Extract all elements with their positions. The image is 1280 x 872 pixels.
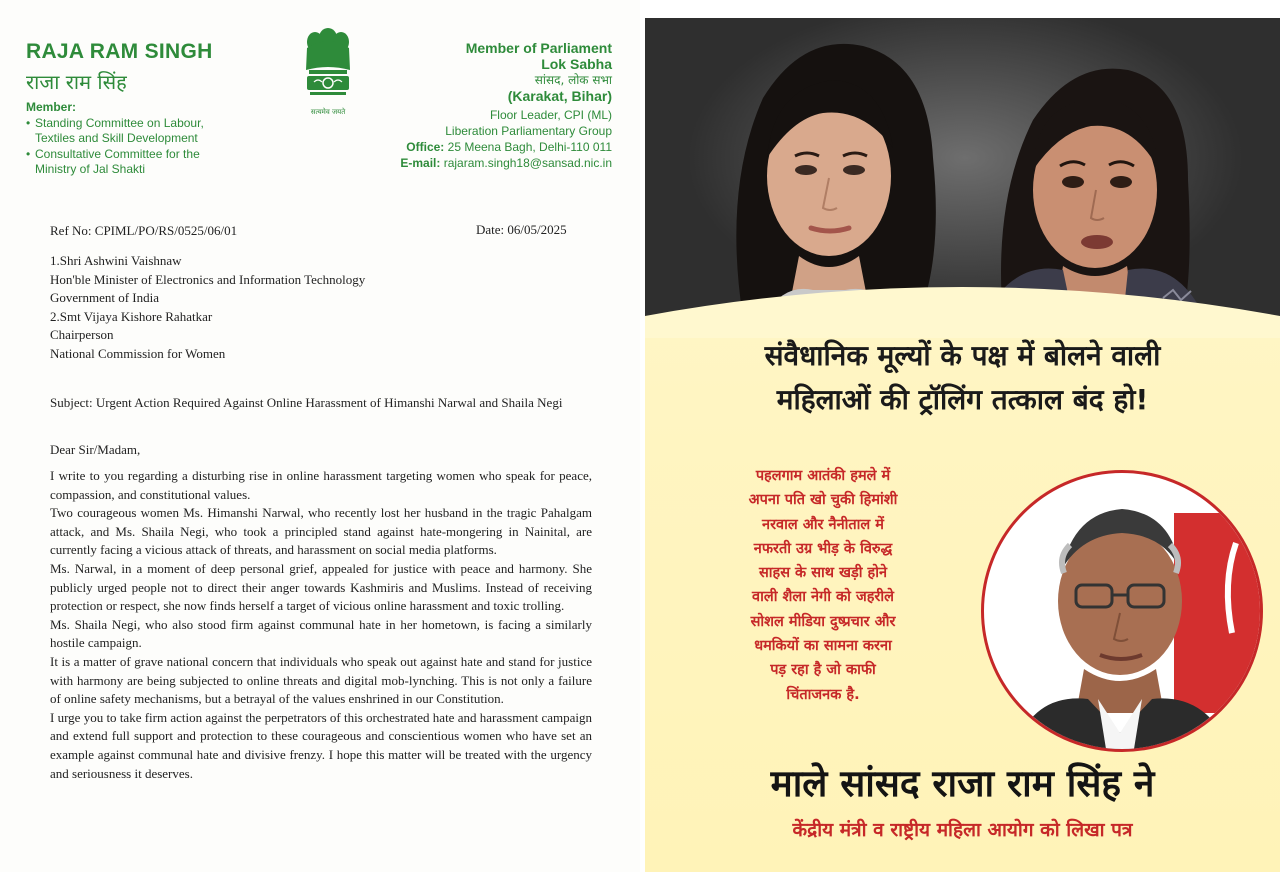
poster-image (645, 18, 1280, 872)
summary-line: पहलगाम आतंकी हमले में (755, 468, 891, 484)
letter-subject: Subject: Urgent Action Required Against Online Harassment of Himanshi Narwal and Shaila Negi (50, 395, 563, 410)
summary-line: धमकियों का सामना करना (754, 638, 892, 655)
parliamentary-group: Liberation Parliamentary Group (445, 124, 612, 138)
body-paragraph: I urge you to take firm action against the perpetrators of this orchestrated hate and harassment campaign and extend full support and protection to these courageous and conscientious women who have set an example against communal hate and divisive frenzy. I hope this matter will be treated with the urgency and seriousness it deserves. (50, 709, 592, 781)
body-paragraph: Ms. Narwal, in a moment of deep personal grief, appealed for justice with peace and harmony. She publicly urged people not to direct their anger towards Kashmiris and Muslims. Instead of receiving protection or respect, she now finds herself a target of vicious online harassment and toxic trolling. (50, 560, 592, 614)
addressee-line: Government of India (50, 290, 160, 306)
house-name: Lok Sabha (541, 56, 612, 72)
summary-line: नरवाल और नैनीताल में (762, 516, 884, 533)
email-address: E-mail: rajaram.singh18@sansad.nic.in (400, 156, 612, 170)
house-name-hindi: सांसद, लोक सभा (534, 73, 612, 87)
poster-summary (687, 464, 959, 707)
body-paragraph: Two courageous women Ms. Himanshi Narwal, who recently lost her husband in the tragic Pahalgam attack, and Ms. Shaila Negi, who took a principled stand against hate-mongering in Nainital, are currently facing a vicious attack of threats, and harassment on social media platforms. (50, 505, 592, 558)
summary-line: वाली शैला नेगी को जहरीले (752, 589, 894, 606)
floor-leader-role: Floor Leader, CPI (ML) (489, 108, 612, 122)
summary-line: नफरती उग्र भीड़ के विरुद्ध (753, 540, 893, 557)
body-paragraph: I write to you regarding a disturbing rise in online harassment targeting women who speak for peace, compassion, and constitutional values. (50, 468, 592, 502)
poster-bottom-title: माले सांसद राजा राम सिंह ने (770, 762, 1155, 805)
body-paragraph: Ms. Shaila Negi, who also stood firm against communal hate in her hometown, is facing a similarly hostile campaign. (50, 616, 592, 651)
headline-line: महिलाओं की ट्रॉलिंग तत्काल बंद हो! (776, 383, 1149, 416)
mp-portrait (981, 470, 1263, 752)
header-curve (645, 268, 1280, 338)
summary-line: पड़ रहा है जो काफी (770, 662, 876, 679)
summary-line: अपना पति खो चुकी हिमांशी (748, 492, 898, 509)
addressee-line: Hon'ble Minister of Electronics and Information Technology (50, 271, 366, 287)
office-address: Office: 25 Meena Bagh, Delhi-110 011 (406, 140, 612, 154)
emblem-motto: सत्यमेव जयते (310, 108, 346, 116)
constituency: (Karakat, Bihar) (507, 88, 612, 104)
addressee-line: National Commission for Women (50, 345, 226, 361)
letterhead-name-hindi: राजा राम सिंह (26, 70, 127, 94)
committee-item: • Standing Committee on Labour, Textiles and Skill Development (26, 116, 204, 145)
member-label: Member: (26, 100, 77, 114)
national-emblem-icon (298, 24, 358, 120)
mp-title: Member of Parliament (465, 40, 612, 56)
reference-number: Ref No: CPIML/PO/RS/0525/06/01 (50, 223, 238, 238)
summary-line: साहस के साथ खड़ी होने (758, 565, 888, 582)
letterhead-right-block (352, 40, 612, 171)
committee-item: • Consultative Committee for the Ministry of Jal Shakti (26, 147, 200, 176)
addressee-line: 1.Shri Ashwini Vaishnaw (50, 253, 182, 268)
addressee-line: Chairperson (50, 327, 114, 343)
summary-line: चिंताजनक है. (786, 686, 860, 703)
summary-line: सोशल मीडिया दुष्प्रचार और (750, 613, 896, 630)
poster-headline (645, 334, 1280, 422)
letterhead-name-english: RAJA RAM SINGH (26, 40, 213, 63)
letter-date: Date: 06/05/2025 (476, 222, 567, 237)
addressee-block (50, 252, 365, 364)
addressee-line: 2.Smt Vijaya Kishore Rahatkar (50, 308, 213, 324)
poster-bottom-subtitle: केंद्रीय मंत्री व राष्ट्रीय महिला आयोग को लिखा पत्र (792, 819, 1133, 841)
letter-body (50, 467, 592, 783)
body-paragraph: It is a matter of grave national concern that individuals who speak out against hate and stand for justice with harmony are being subjected to online threats and digital mob-lynching. This is not only a failure of online safety mechanisms, but a betrayal of the values enshrined in our Constitution. (50, 653, 592, 707)
salutation: Dear Sir/Madam, (50, 442, 141, 457)
headline-line: संवैधानिक मूल्यों के पक्ष में बोलने वाली (764, 339, 1161, 372)
